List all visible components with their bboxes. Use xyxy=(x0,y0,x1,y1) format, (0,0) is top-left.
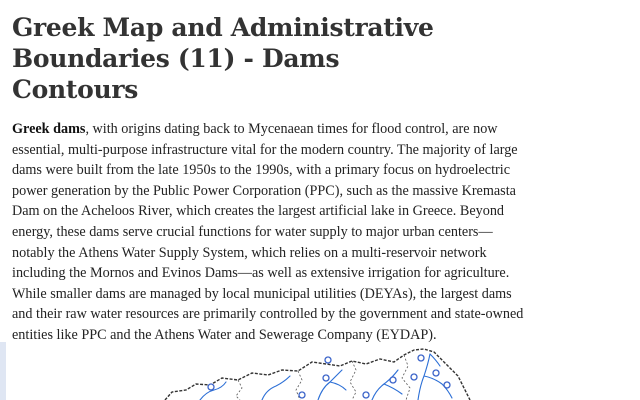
dam-marker xyxy=(325,357,331,363)
river xyxy=(330,382,346,390)
dam-marker xyxy=(363,392,369,398)
dam-marker xyxy=(433,370,439,376)
dams-map-svg xyxy=(0,340,640,400)
lead-term: Greek dams xyxy=(12,121,86,137)
dam-marker xyxy=(323,375,329,381)
dam-marker xyxy=(418,355,424,361)
dam-marker xyxy=(411,374,417,380)
article xyxy=(12,0,632,346)
dam-marker xyxy=(208,384,214,390)
dam-marker xyxy=(390,377,396,383)
paragraph-text: , with origins dating back to Mycenaean times for flood control, are now essential, multi-purpose infrastructure vital for the modern country. The majority of large dams were built from the late 1950s to the 1990s, with a primary focus on hydroelectric power generation by the Public Power Corporation (PPC), such as the massive Kremasta Dam on the Acheloos River, which creates the largest artificial lake in Greece. Beyond energy, these dams serve crucial functions for water supply to major urban centers—notably the Athens Water Supply System, which relies on a multi-reservoir network including the Mornos and Evinos Dams—as well as extensive irrigation for agriculture. While smaller dams are managed by local municipal utilities (DEYAs), the largest dams and their raw water resources are primarily controlled by the government and state-owned entities like PPC and the Athens Water and Sewerage Company (EYDAP). xyxy=(12,121,524,343)
page-title: Greek Map and Administrative Boundaries (11) - Dams Contours xyxy=(12,13,434,104)
dams-map[interactable] xyxy=(0,340,640,400)
dam-marker xyxy=(444,382,450,388)
article-paragraph xyxy=(12,119,532,346)
dam-marker xyxy=(299,392,305,398)
river xyxy=(384,384,402,394)
river xyxy=(262,376,290,400)
